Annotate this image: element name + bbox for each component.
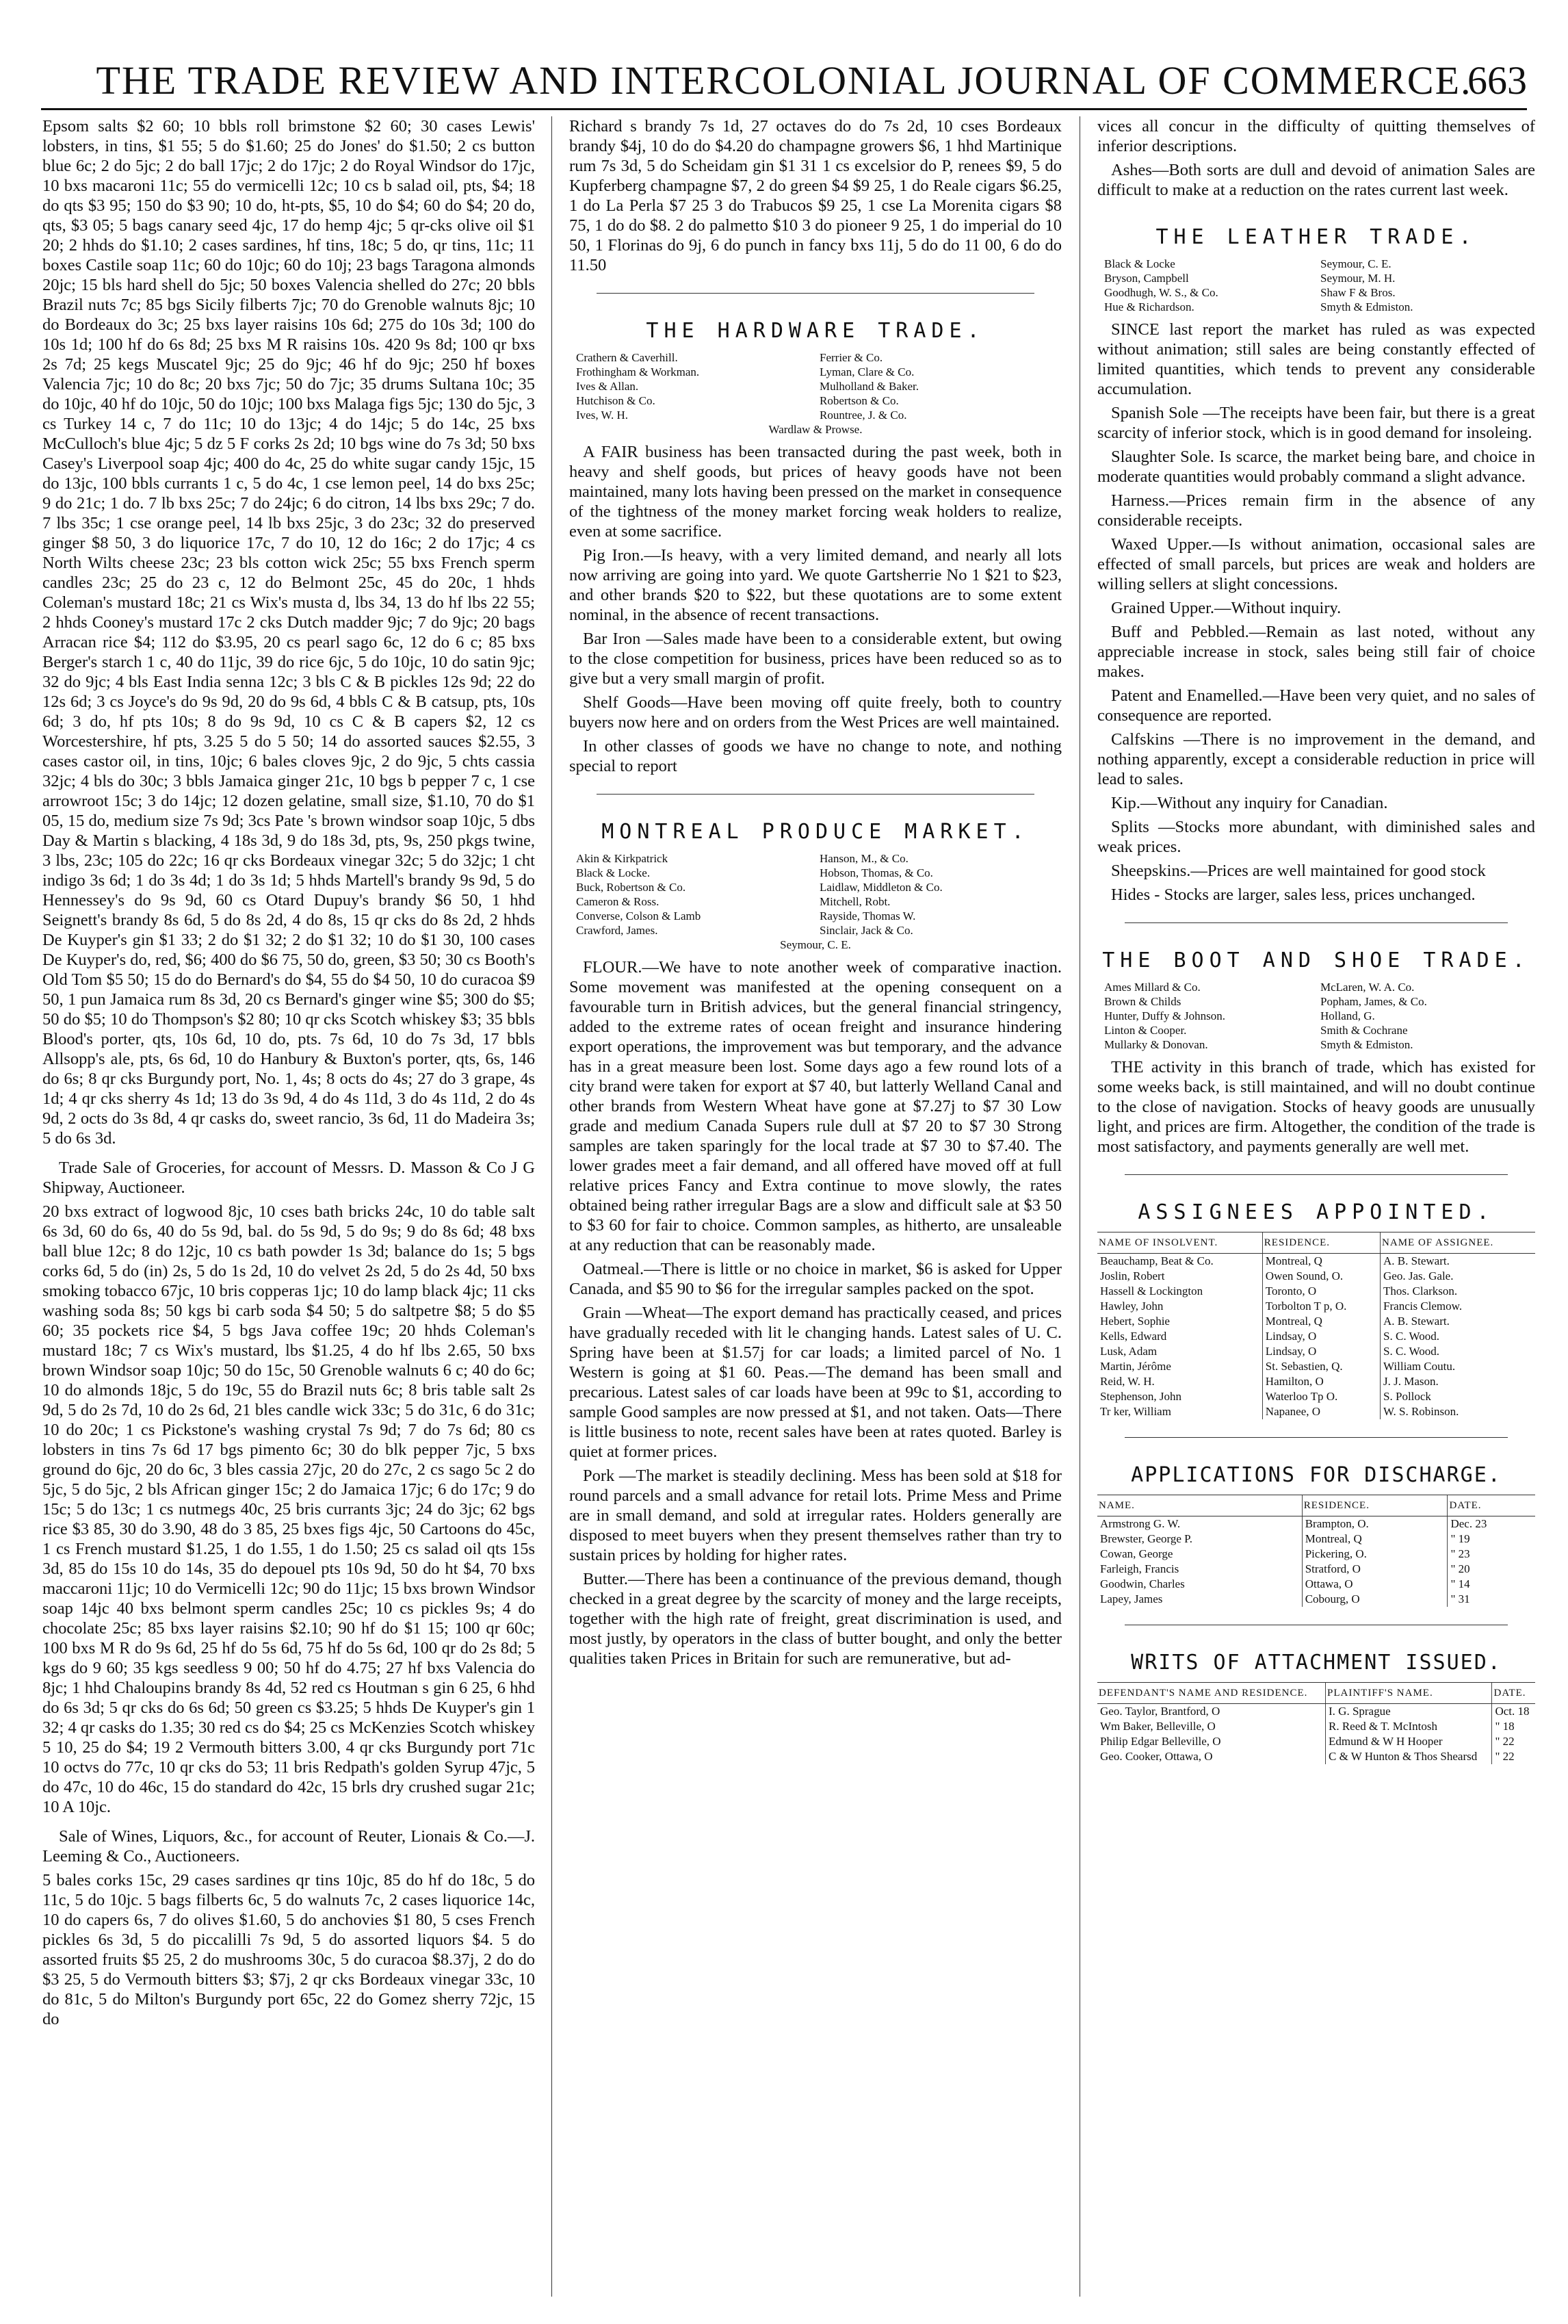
- table-row: [1097, 1704, 1535, 1720]
- leather-paragraph: Buff and Pebbled.—Remain as last noted, without any appreciable increase in stock, sales being still fair of choice makes.: [1097, 623, 1535, 681]
- table-row: [1097, 1284, 1535, 1299]
- firm-name: Ames Millard & Co.: [1104, 981, 1201, 994]
- table-cell: Cowan, George: [1100, 1547, 1173, 1560]
- firm-name: Cameron & Ross.: [576, 895, 659, 908]
- table-row: [1097, 1374, 1535, 1389]
- hardware-paragraph: A FAIR business has been transacted during the past week, both in heavy and shelf goods, but prices of heavy goods have not been maintained, many lots having been pressed on the market in consequence of the tightness of the money market forcing weak holders to realize, even at some sacrifice.: [569, 443, 1062, 541]
- table-row: [1097, 1389, 1535, 1404]
- leather-paragraph: Grained Upper.—Without inquiry.: [1111, 599, 1342, 617]
- firm-name: Seymour, M. H.: [1320, 272, 1396, 285]
- table-cell: Thos. Clarkson.: [1381, 1284, 1535, 1299]
- table-row: [1097, 1532, 1535, 1547]
- table-cell: Lusk, Adam: [1100, 1345, 1158, 1358]
- table-row: [1097, 1592, 1535, 1607]
- discharge-table: [1097, 1495, 1535, 1607]
- table-cell: I. G. Sprague: [1326, 1704, 1492, 1720]
- table-row: [1097, 1577, 1535, 1592]
- hardware-paragraph: Shelf Goods—Have been moving off quite freely, both to country buyers now here and on orders from the West Prices are well maintained.: [569, 693, 1062, 732]
- table-cell: " 18: [1492, 1719, 1535, 1734]
- firm-name: McLaren, W. A. Co.: [1320, 981, 1415, 994]
- auction-sale-paragraph: 5 bales corks 15c, 29 cases sardines qr tins 10jc, 85 do hf do 18c, 5 do 11c, 5 do 10jc. 5 bags filberts 6c, 5 do walnuts 7c, 2 cases liquorice 14c, 10 do capers 6s, 7 do olives $1.60, 5 do anchovies $1 80, 5 cses French pickles 6s 3d, 5 do piccalilli 7s 9d, 5 do assorted liquors $4. 5 do assorted fruits $5 25, 2 do mushrooms 30c, 5 do curacoa $8.37j, 2 do do $3 25, 5 do Vermouth bitters $3; $7j, 2 qr cks Bordeaux vinegar 33c, 10 do 81c, 5 do Milton's Burgundy port 65c, 22 do Gomez sherry 72jc, 15 do: [42, 1871, 535, 2028]
- leather-paragraph: Splits —Stocks more abundant, with diminished sales and weak prices.: [1097, 818, 1535, 856]
- firm-name: Seymour, C. E.: [780, 938, 851, 951]
- table-cell: Kells, Edward: [1100, 1330, 1167, 1343]
- column-header: RESIDENCE.: [1262, 1232, 1380, 1254]
- hardware-firm-list: [576, 350, 1055, 437]
- table-cell: S. Pollock: [1381, 1389, 1535, 1404]
- produce-paragraph: Ashes—Both sorts are dull and devoid of animation Sales are difficult to make at a reduction on the rates current last week.: [1097, 161, 1535, 199]
- table-cell: Francis Clemow.: [1381, 1299, 1535, 1314]
- firm-name: Hanson, M., & Co.: [820, 852, 909, 865]
- table-cell: Dec. 23: [1448, 1516, 1535, 1532]
- firm-name: Frothingham & Workman.: [576, 365, 700, 378]
- sale-heading: Sale of Wines, Liquors, &c., for account of Reuter, Lionais & Co.—J. Leeming & Co., Auctioneers.: [42, 1827, 535, 1865]
- firm-name: Lyman, Clare & Co.: [820, 365, 915, 378]
- column-header: NAME OF INSOLVENT.: [1097, 1232, 1262, 1254]
- firm-name: Rayside, Thomas W.: [820, 909, 916, 922]
- table-row: [1097, 1547, 1535, 1562]
- firm-name: Robertson & Co.: [820, 394, 899, 407]
- auction-sale-paragraph: Richard s brandy 7s 1d, 27 octaves do do 7s 2d, 10 cses Bordeaux brandy $4j, 10 do do $4.20 do champagne growers $6, 1 hhd Martinique rum 7s 3d, 5 do Scheidam gin $1 31 1 cs excelsior do P, renees $9, 5 do Kupferberg champagne $7, 2 do green $4 $9 25, 1 do Reale cigars $6.25, 1 do La Perla $7 25 3 do Trabucos $9 25, 1 cse La Morenita cigars $8 75, 1 do do $8. 2 do palmetto $10 3 do pioneer 9 25, 1 do imperial do 10 50, 1 Florinas do 9j, 6 do punch in fancy bxs 11j, 5 do do 11 00, 6 do do 11.50: [569, 117, 1062, 274]
- firm-name: Mitchell, Robt.: [820, 895, 891, 908]
- writs-heading: WRITS OF ATTACHMENT ISSUED.: [1131, 1651, 1502, 1675]
- table-row: [1097, 1329, 1535, 1344]
- firm-name: Hutchison & Co.: [576, 394, 655, 407]
- firm-name: Smyth & Edmiston.: [1320, 300, 1413, 313]
- table-row: [1097, 1562, 1535, 1577]
- column-3: [1097, 116, 1535, 2297]
- table-cell: S. C. Wood.: [1381, 1344, 1535, 1359]
- table-row: [1097, 1269, 1535, 1284]
- table-row: [1097, 1254, 1535, 1269]
- leather-paragraph: Patent and Enamelled.—Have been very quiet, and no sales of consequence are reported.: [1097, 686, 1535, 725]
- table-cell: Martin, Jérôme: [1100, 1360, 1171, 1373]
- table-cell: Goodwin, Charles: [1100, 1577, 1185, 1590]
- table-header-row: [1097, 1232, 1535, 1254]
- firm-name: Seymour, C. E.: [1320, 257, 1391, 270]
- hardware-trade-heading: THE HARDWARE TRADE.: [646, 319, 985, 343]
- table-cell: " 31: [1448, 1592, 1535, 1607]
- table-cell: Philip Edgar Belleville, O: [1100, 1735, 1221, 1748]
- table-cell: Hawley, John: [1100, 1300, 1164, 1313]
- boot-shoe-trade-heading: THE BOOT AND SHOE TRADE.: [1102, 948, 1530, 972]
- table-cell: Geo. Taylor, Brantford, O: [1100, 1705, 1220, 1718]
- firm-name: Ferrier & Co.: [820, 351, 883, 364]
- firm-name: Wardlaw & Prowse.: [768, 423, 863, 436]
- leather-paragraph: Waxed Upper.—Is without animation, occasional sales are effected of small parcels, but prices are weak and holders are willing sellers at slight concessions.: [1097, 535, 1535, 593]
- table-cell: " 14: [1448, 1577, 1535, 1592]
- table-cell: Ottawa, O: [1302, 1577, 1448, 1592]
- section-divider: [1125, 922, 1508, 923]
- firm-name: Converse, Colson & Lamb: [576, 909, 701, 922]
- table-cell: Cobourg, O: [1302, 1592, 1448, 1607]
- table-cell: " 19: [1448, 1532, 1535, 1547]
- leather-paragraph: Kip.—Without any inquiry for Canadian.: [1111, 794, 1388, 812]
- table-cell: A. B. Stewart.: [1381, 1314, 1535, 1329]
- auction-sale-paragraph: Epsom salts $2 60; 10 bbls roll brimstone $2 60; 30 cases Lewis' lobsters, in tins, $1 55; 5 do $1.60; 25 do Jones' do $1.50; 2 cs button blue 6c; 2 do 5jc; 2 do ball 17jc; 2 do 17jc; 2 do Royal Windsor do 17jc, 10 bxs macaroni 11c; 55 do vermicelli 12c; 10 cs b salad oil, pts, $4; 18 do qts $3 95; 150 do $3 90; 10 do, ht-pts, $5, 10 do $4; 60 do $4; 20 do, qts, $3 05; 5 bags canary seed 4jc, 17 do hemp 4jc; 5 qr-cks olive oil $1 20; 2 hhds do $1.10; 2 cases sardines, hf tins, 18c; 5 do, qr tins, 11c; 11 boxes Castile soap 11c; 60 do 10jc; 60 do 10j; 23 bags Taragona almonds 20jc; 15 bls hard shell do 5jc; 50 boxes Valencia shelled do 27c; 20 bbls Brazil nuts 7c; 85 bgs Sicily filberts 7jc; 70 do Grenoble walnuts 8jc; 10 do Bordeaux do 3c; 25 bxs layer raisins 10s 6d; 275 do 10s 3d; 100 do 10s 1d; 100 hf do 6s 8d; 25 bxs M R raisins 10s. 420 9s 8d; 100 qr bxs 2s 7d; 25 kegs Muscatel 9jc; 25 do 9jc; 46 hf do 9jc; 250 hf boxes Valencia 7jc; 10 do 8c; 20 bxs 7jc; 50 do 7jc; 35 drums Sultana 10c; 35 do 10jc, 40 hf do 10jc, 50 do 10jc; 100 bxs Malaga figs 5jc; 130 do 5jc, 3 cs Turkey 14 c, 7 do 11c; 10 do 13jc; 4 do 14jc; 5 do 14c, 25 bxs McCulloch's blue 4jc; 5 dz 5 F corks 2s 2d; 10 bgs wine do 7s 3d; 50 bxs Casey's Liverpool soap 4jc; 400 do 4c, 25 do white sugar candy 15jc, 15 do 13jc, 100 bbls currants 1 c, 5 do 4c, 1 cse lemon peel, 14 do bxs 25c; 9 do 21c; 1 do. 7 lb bxs 25c; 7 do 24jc; 6 do citron, 14 lbs bxs 29c; 7 do. 7 lbs 35c; 1 cse orange peel, 14 lb bxs 25jc, 3 do 23c; 32 do preserved ginger $8 50, 3 do liquorice 17c, 7 do 10, 12 do 16c; 2 do 17jc; 4 cs North Wilts cheese 23c; 23 bls cotton wick 25c; 55 bxs French sperm candles 23c; 25 do 23 c, 12 do Belmont 25c, 45 do 20c, 1 hhds Coleman's mustard 18c; 21 cs Wix's musta d, lbs 34, 13 do hf lbs 22 55; 2 hhds Cooney's mustard 17c 2 cks Dutch madder 9jc; 7 do 9jc; 20 bags Arracan rice $4; 112 do $3.95, 20 cs pearl sago 6c, 12 do 6 c; 85 bxs Berger's starch 1 c, 40 do 11jc, 39 do rice 6jc, 5 do 10jc, 10 do satin 9jc; 32 do 9jc; 4 bls East India senna 12c; 3 bls C & B pickles 12s 9d; 22 do 12s 6d; 3 cs Joyce's do 9s 9d, 20 do 9s 6d, 4 bbls C & B catsup, pts, 10s 6d; 3 do, hf pts 10s; 8 do 9s 9d, 10 cs C & B capers $2, 12 cs Worcestershire, hf pts, 3.25 5 do 5 50; 14 do assorted sauces $2.55, 3 cases castor oil, in tins, 10jc; 6 bales cloves 9jc, 2 do 9jc, 5 chts cassia 32jc; 4 bls do 30c; 3 bbls Jamaica ginger 21c, 10 bgs b pepper 7 c, 1 cse arrowroot 15c; 3 do 14jc; 12 dozen gelatine, small size, $1.10, 70 do $1 05, 15 do, medium size 7s 9d; 3cs Pate 's brown windsor soap 10jc, 5 dbs Day & Martin s blacking, 4 18s 3d, 9 do 18s 3d, pts, 9s, 250 pkgs twine, 3 lbs, 23c; 105 do 22c; 16 qr cks Bordeaux vinegar 32c; 5 do 32jc; 1 cht indigo 3s 6d; 1 do 3s 4d; 1 do 3s 1d; 5 hhds Martell's brandy 9s 9d, 5 do Hennessey's do 9s 9d, 60 cs Otard Dupuy's brandy $6 50, 1 hhd Seignett's brandy 8s 6d, 5 do 8s 2d, 4 do 8s, 15 qr cks do 8s 2d, 2 hhds De Kuyper's gin $1 33; 2 do $1 32; 2 do $1 32; 10 do $1 30, 100 cases De Kuyper's do, red, $6; 400 do $6 75, 50 do, green, $3 50; 30 cs Booth's Old Tom $5 50; 15 do do Bernard's do $4, 55 do $4 50, 10 do curacoa $9 50, 1 pun Jamaica rum 8s 3d, 20 cs Bernard's ginger wine $5; 300 do $5; 50 do $5; 10 do Thompson's $2 80; 10 qr cks Scotch whiskey $3; 35 bbls Blood's porter, qts, 10s 6d, 10 do, pts. 7s 6d, 10 do 7s 3d, 17 bbls Allsopp's ale, pts, 6s 6d, 10 do Hanbury & Buxton's porter, qts, 6s, 146 do 6s; 8 qr cks Burgundy port, No. 1, 4s; 8 octs do 4s; 27 do 3 grape, 4s 1d; 4 qr cks sherry 4s 1d; 13 do 3s 9d, 4 do 4s 11d, 3 do 4s 11d, 2 do 4s 9d, 2 octs do 3s 8d, 4 qr casks do, sweet rancio, 3s 6d, 11 do Madeira 3s; 5 do 6s 3d.: [42, 117, 535, 1148]
- hardware-paragraph: Pig Iron.—Is heavy, with a very limited demand, and nearly all lots now arriving are going into yard. We quote Gartsherrie No 1 $21 to $23, and other brands $20 to $22, but these quotations are to some extent nominal, in the absence of recent transactions.: [569, 546, 1062, 624]
- table-cell: S. C. Wood.: [1381, 1329, 1535, 1344]
- firm-name: Hunter, Duffy & Johnson.: [1104, 1009, 1226, 1022]
- hardware-paragraph: Bar Iron —Sales made have been to a considerable extent, but owing to the close competition for business, prices have been reduced so as to give but a very small margin of profit.: [569, 630, 1062, 688]
- firm-name: Crathern & Caverhill.: [576, 351, 678, 364]
- table-cell: Hamilton, O: [1262, 1374, 1380, 1389]
- page-number: 663: [1467, 58, 1527, 103]
- leather-paragraph: Sheepskins.—Prices are well maintained for good stock: [1111, 862, 1486, 880]
- table-cell: " 22: [1492, 1734, 1535, 1749]
- table-header-row: [1097, 1683, 1535, 1704]
- table-cell: Montreal, Q: [1302, 1532, 1448, 1547]
- firm-name: Hue & Richardson.: [1104, 300, 1194, 313]
- assignees-heading: ASSIGNEES APPOINTED.: [1138, 1200, 1495, 1224]
- table-cell: Farleigh, Francis: [1100, 1562, 1179, 1575]
- column-header: DATE.: [1448, 1495, 1535, 1516]
- leather-paragraph: SINCE last report the market has ruled as was expected without animation; still sales are being constantly effected of limited quantities, which tends to prevent any considerable accumulation.: [1097, 320, 1535, 398]
- table-cell: Brewster, George P.: [1100, 1532, 1192, 1545]
- firm-name: Linton & Cooper.: [1104, 1024, 1187, 1037]
- table-row: [1097, 1299, 1535, 1314]
- column-header: NAME.: [1097, 1495, 1302, 1516]
- column-header: PLAINTIFF'S NAME.: [1326, 1683, 1492, 1704]
- leather-paragraph: Spanish Sole —The receipts have been fair, but there is a great scarcity of inferior stock, which is in good demand for insoleing.: [1097, 404, 1535, 442]
- section-divider: [1125, 1174, 1508, 1175]
- firm-name: Smith & Cochrane: [1320, 1024, 1408, 1037]
- firm-name: Laidlaw, Middleton & Co.: [820, 881, 943, 894]
- table-cell: Lapey, James: [1100, 1592, 1163, 1605]
- table-cell: Hassell & Lockington: [1100, 1284, 1203, 1297]
- table-row: [1097, 1344, 1535, 1359]
- column-1: [42, 116, 535, 2297]
- firm-name: Black & Locke.: [576, 866, 651, 879]
- table-cell: J. J. Mason.: [1381, 1374, 1535, 1389]
- produce-firm-list: [576, 851, 1055, 952]
- table-row: [1097, 1359, 1535, 1374]
- firm-name: Smyth & Edmiston.: [1320, 1038, 1413, 1051]
- firm-name: Goodhugh, W. S., & Co.: [1104, 286, 1218, 299]
- table-cell: R. Reed & T. McIntosh: [1326, 1719, 1492, 1734]
- table-cell: W. S. Robinson.: [1381, 1404, 1535, 1419]
- boot-shoe-paragraph: THE activity in this branch of trade, which has existed for some weeks back, is still maintained, and will no doubt continue to the close of navigation. Stocks of heavy goods are unusually light, and prices are firm. Altogether, the condition of the trade is most satisfactory, and payments generally are well met.: [1097, 1058, 1535, 1156]
- table-cell: " 22: [1492, 1749, 1535, 1764]
- table-cell: Wm Baker, Belleville, O: [1100, 1720, 1216, 1733]
- table-cell: Lindsay, O: [1262, 1329, 1380, 1344]
- table-cell: C & W Hunton & Thos Shearsd: [1326, 1749, 1492, 1764]
- firm-name: Mulholland & Baker.: [820, 380, 919, 393]
- firm-name: Shaw F & Bros.: [1320, 286, 1396, 299]
- table-cell: " 20: [1448, 1562, 1535, 1577]
- section-divider: [597, 293, 1034, 294]
- firm-name: Ives & Allan.: [576, 380, 639, 393]
- table-cell: Tr ker, William: [1100, 1405, 1171, 1418]
- table-cell: Toronto, O: [1262, 1284, 1380, 1299]
- firm-name: Akin & Kirkpatrick: [576, 852, 668, 865]
- discharge-heading: APPLICATIONS FOR DISCHARGE.: [1131, 1463, 1502, 1487]
- leather-paragraph: Harness.—Prices remain firm in the absence of any considerable receipts.: [1097, 491, 1535, 530]
- table-cell: A. B. Stewart.: [1381, 1254, 1535, 1269]
- table-cell: Owen Sound, O.: [1262, 1269, 1380, 1284]
- produce-paragraph: Butter.—There has been a continuance of the previous demand, though checked in a great degree by the scarcity of money and the large receipts, together with the high rate of freight, great discrimination is used, and most justly, by operators in the class of butter bought, and only the better qualities taken Prices in Britain for such are remunerative, but ad-: [569, 1570, 1062, 1668]
- leather-paragraph: Hides - Stocks are larger, sales less, prices unchanged.: [1111, 886, 1476, 904]
- table-cell: Geo. Jas. Gale.: [1381, 1269, 1535, 1284]
- table-cell: William Coutu.: [1381, 1359, 1535, 1374]
- column-header: DATE.: [1492, 1683, 1535, 1704]
- table-cell: Geo. Cooker, Ottawa, O: [1100, 1750, 1213, 1763]
- table-cell: Brampton, O.: [1302, 1516, 1448, 1532]
- firm-name: Rountree, J. & Co.: [820, 409, 907, 422]
- table-header-row: [1097, 1495, 1535, 1516]
- table-cell: Beauchamp, Beat & Co.: [1100, 1254, 1214, 1267]
- table-cell: Torbolton T p, O.: [1262, 1299, 1380, 1314]
- firm-name: Holland, G.: [1320, 1009, 1375, 1022]
- produce-paragraph: Oatmeal.—There is little or no choice in market, $6 is asked for Upper Canada, and $5 90 to $6 for the irregular samples packed on the spot.: [569, 1260, 1062, 1298]
- firm-name: Brown & Childs: [1104, 995, 1181, 1008]
- table-cell: Waterloo Tp O.: [1262, 1389, 1380, 1404]
- column-header: DEFENDANT'S NAME AND RESIDENCE.: [1097, 1683, 1326, 1704]
- table-cell: Stephenson, John: [1100, 1390, 1181, 1403]
- table-cell: Joslin, Robert: [1100, 1269, 1165, 1282]
- section-divider: [1125, 1437, 1508, 1438]
- table-cell: Napanee, O: [1262, 1404, 1380, 1419]
- leather-firm-list: [1104, 257, 1528, 314]
- table-cell: Edmund & W H Hooper: [1326, 1734, 1492, 1749]
- table-cell: Reid, W. H.: [1100, 1375, 1155, 1388]
- leather-paragraph: Calfskins —There is no improvement in the demand, and nothing apparently, except a considerable reduction in price will lead to sales.: [1097, 730, 1535, 788]
- firm-name: Hobson, Thomas, & Co.: [820, 866, 933, 879]
- table-cell: Montreal, Q: [1262, 1314, 1380, 1329]
- firm-name: Crawford, James.: [576, 924, 658, 937]
- boot-firm-list: [1104, 980, 1528, 1052]
- writs-table: [1097, 1682, 1535, 1764]
- firm-name: Black & Locke: [1104, 257, 1175, 270]
- journal-title: THE TRADE REVIEW AND INTERCOLONIAL JOURNAL OF COMMERCE.: [96, 58, 1472, 103]
- table-cell: Lindsay, O: [1262, 1344, 1380, 1359]
- column-2: [569, 116, 1062, 2297]
- firm-name: Popham, James, & Co.: [1320, 995, 1427, 1008]
- hardware-paragraph: In other classes of goods we have no change to note, and nothing special to report: [569, 737, 1062, 775]
- table-cell: Oct. 18: [1492, 1704, 1535, 1720]
- table-cell: Hebert, Sophie: [1100, 1315, 1170, 1328]
- firm-name: Mullarky & Donovan.: [1104, 1038, 1208, 1051]
- produce-paragraph: Grain —Wheat—The export demand has practically ceased, and prices have gradually receded with lit le changing hands. Latest sales of U. C. Spring have been at $1.57j for car loads; a limited parcel of No. 1 Western is going at $1 60. Peas.—The demand has been small and precarious. Latest sales of car loads have been at 99c to $1, according to sample Good samples are now pressed at $1, and not taken. Oats—There is little business to note, recent sales have been at rates quoted. Barley is quiet at former prices.: [569, 1304, 1062, 1461]
- firm-name: Sinclair, Jack & Co.: [820, 924, 913, 937]
- table-row: [1097, 1734, 1535, 1749]
- table-cell: Armstrong G. W.: [1100, 1517, 1181, 1530]
- column-rule: [551, 116, 552, 2297]
- auction-sale-paragraph: 20 bxs extract of logwood 8jc, 10 cses bath bricks 24c, 10 do table salt 6s 3d, 60 do 6s, 40 do 5s 9d, bal. do 5s 9d, 5 do 9s; 9 do 8s 6d; 48 bxs ball blue 12c; 8 do 12jc, 10 cs bath powder 1s 3d; balance do 1s; 5 bgs corks 6d, 5 do (in) 2s, 5 do 1s 2d, 10 do velvet 2s 2d, 5 do 2s 4d, 50 bxs smoking tobacco 67jc, 10 bris copperas 1jc; 10 do lamp black 4jc; 11 cks washing soda 8s; 50 kgs bi carb soda $4 50; 5 do saltpetre $8; 5 do $5 60; 35 pockets rice $4, 5 bgs Java coffee 19c; 20 hhds Coleman's mustard 18c; 7 cs Wix's mustard, lbs $1.25, 4 do hf lbs 2.65, 50 bxs brown Windsor soap 10jc; 50 do 15c, 50 Grenoble walnuts 6 c; 40 do 6c; 10 do almonds 18jc, 5 do 19c, 55 do Brazil nuts 6c; 8 bris table salt 2s 9d, 5 do 2s 7d, 10 do 2s 6d, 21 bles candle wick 33c; 5 do 31c, 6 do 31c; 10 do 20c; 1 cs Pickstone's washing crystal 7s 9d; 7 do 7s 6d; 80 cs lobsters in tins 7s 6d 17 bgs pimento 6c; 30 do blk pepper 7jc, 5 bxs ground do 6jc, 20 do 6c, 3 bles cassia 27jc, 20 do 27c, 2 cs sago 5c 2 do 5jc, 5 do 5jc, 2 bls African ginger 15c; 2 do Jamaica 17jc; 6 do 17c; 9 do 15c; 5 do 13c; 1 cs nutmegs 40c, 25 bris currants 3jc; 24 do 3jc; 62 bgs rice $3 85, 30 do 3.90, 48 do 3 85, 25 bxes figs 4jc, 50 Cartoons do 45c, 1 cs French mustard $1.25, 1 do 1.55, 1 do 1.50; 25 cs salad oil qts 15s 3d, 85 do 15s 10 do 14s, 35 do depouel pts 10s 9d, 50 do ht $4, 70 bxs maccaroni 11jc; 10 do Vermicelli 12c; 90 do 11jc; 15 bxs brown Windsor soap 14jc 40 bxs belmont sperm candles 25c; 10 cs pickles 9s; 4 do chocolate 25c; 85 bxs layer raisins $2.10; 90 hf do $1 15; 100 qr 60c; 100 bxs M R do 9s 6d, 25 hf do 5s 6d, 75 hf do 5s 6d, 100 qr do 2s 8d; 5 kgs do 9 60; 35 kgs seedless 9 00; 50 hf do 4.75; 27 hf bxs Valencia do 8jc; 1 hhd Chaloupins brandy 8s 4d, 52 red cs Houtman s gin 6 25, 6 hhd do 6s 3d; 5 qr cks do 6s 6d; 50 green cs $3.25; 5 hhds De Kuyper's gin 1 32; 4 qr casks do 1.35; 30 red cs do $4; 25 cs McKenzies Scotch whiskey 5 10, 25 do $4; 19 2 Vermouth bitters 3.00, 4 qr cks Burgundy port 71c 10 octvs do 77c, 10 qr cks do 53; 11 bris Redpath's golden Syrup 47jc, 5 do 47c, 10 do 46c, 15 do standard do 42c, 15 brls dry crushed sugar 21c; 10 A 10jc.: [42, 1202, 535, 1816]
- produce-paragraph: vices all concur in the difficulty of quitting themselves of inferior descriptions.: [1097, 117, 1535, 155]
- table-row: [1097, 1314, 1535, 1329]
- table-cell: Stratford, O: [1302, 1562, 1448, 1577]
- column-header: NAME OF ASSIGNEE.: [1381, 1232, 1535, 1254]
- table-cell: St. Sebastien, Q.: [1262, 1359, 1380, 1374]
- table-cell: Pickering, O.: [1302, 1547, 1448, 1562]
- table-row: [1097, 1516, 1535, 1532]
- leather-trade-heading: THE LEATHER TRADE.: [1155, 225, 1477, 249]
- firm-name: Bryson, Campbell: [1104, 272, 1189, 285]
- firm-name: Buck, Robertson & Co.: [576, 881, 686, 894]
- table-cell: Montreal, Q: [1262, 1254, 1380, 1269]
- table-row: [1097, 1719, 1535, 1734]
- column-header: RESIDENCE.: [1302, 1495, 1448, 1516]
- firm-name: Ives, W. H.: [576, 409, 629, 422]
- page-header: [41, 55, 1527, 110]
- table-row: [1097, 1404, 1535, 1419]
- sale-heading: Trade Sale of Groceries, for account of Messrs. D. Masson & Co J G Shipway, Auctioneer.: [42, 1159, 535, 1197]
- produce-market-heading: MONTREAL PRODUCE MARKET.: [601, 820, 1030, 844]
- section-divider: [597, 794, 1034, 795]
- table-cell: " 23: [1448, 1547, 1535, 1562]
- produce-paragraph: Pork —The market is steadily declining. Mess has been sold at $18 for round parcels and a small advance for retail lots. Prime Mess and Prime are in small demand, and sold at irregular rates. Holders generally are disposed to meet buyers when they present themselves rather than try to sustain prices by holding for higher rates.: [569, 1467, 1062, 1564]
- leather-paragraph: Slaughter Sole. Is scarce, the market being bare, and choice in moderate quantities would probably command a slight advance.: [1097, 448, 1535, 486]
- assignees-table: [1097, 1232, 1535, 1419]
- produce-paragraph: FLOUR.—We have to note another week of comparative inaction. Some movement was manifested at the opening consequent on a favourable turn in British advices, but the general financial stringency, added to the extreme rates of ocean freight and insurance hindering export operations, the improvement was but temporary, and the advance has in a great measure been lost. Some days ago a few round lots of a city brand were taken for export at $7 40, but latterly Welland Canal and other brands from Western Wheat have gone at $7.27j to $7 30 Low grade and medium Canada Supers rule dull at $7 20 to $7 30 Strong samples are taken sparingly for the local trade at $7 30 to $7.40. The lower grades meet a fair demand, and all offered have moved off at full relative prices Fancy and Extra continue to move slowly, the rates obtained being rather irregular Bags are a slow and difficult sale at $3 50 to $3 60 for fair to choice. Common samples, as hitherto, are unsaleable at any reduction that can be reasonably made.: [569, 958, 1062, 1254]
- table-row: [1097, 1749, 1535, 1764]
